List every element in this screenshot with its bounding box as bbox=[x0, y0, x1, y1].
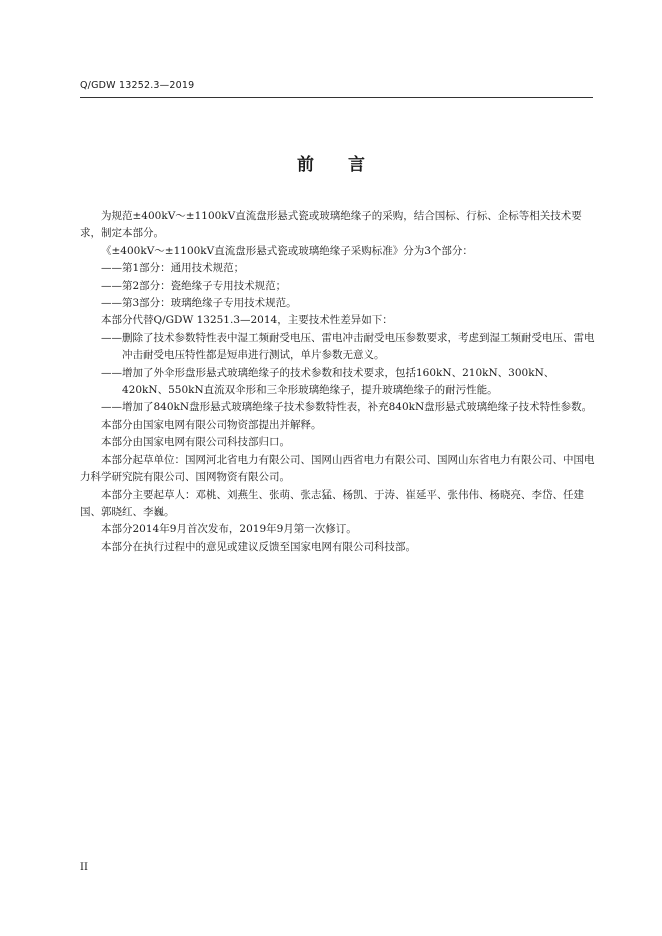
foreword-body bbox=[80, 208, 600, 556]
difference-list-item bbox=[80, 365, 600, 400]
paragraph: 为规范±400kV～±1100kV直流盘形悬式瓷或玻璃绝缘子的采购，结合国标、行标、企标等相关技术要求，制定本部分。 bbox=[80, 210, 582, 240]
list-dash: —— bbox=[101, 366, 122, 379]
list-dash: —— bbox=[101, 401, 122, 414]
paragraph: 本部分2014年9月首次发布，2019年9月第一次修订。 bbox=[101, 523, 357, 536]
paragraph: 本部分起草单位：国网河北省电力有限公司、国网山西省电力有限公司、国网山东省电力有限公司、中国电力科学研究院有限公司、国网物资有限公司。 bbox=[80, 453, 595, 484]
list-item-text: 增加了840kN盘形悬式玻璃绝缘子技术参数特性表，补充840kN盘形悬式玻璃绝缘子技术特性参数。 bbox=[122, 401, 593, 414]
page-title: 前 言 bbox=[297, 155, 379, 175]
list-dash: —— bbox=[101, 331, 122, 344]
difference-list-item bbox=[80, 330, 600, 365]
list-item-text: 删除了技术参数特性表中湿工频耐受电压、雷电冲击耐受电压参数要求，考虑到湿工频耐受电压、雷电冲击耐受电压特性都是短串进行测试，单片参数无意义。 bbox=[122, 331, 595, 362]
paragraph: 《±400kV～±1100kV直流盘形悬式瓷或玻璃绝缘子采购标准》分为3个部分： bbox=[101, 244, 473, 257]
paragraph: 本部分主要起草人：邓桃、刘燕生、张萌、张志猛、杨凯、于涛、崔延平、张伟伟、杨晓亮、李岱、任建国、郭晓红、李巍。 bbox=[80, 488, 584, 518]
list-item-text: 增加了外伞形盘形悬式玻璃绝缘子的技术参数和技术要求，包括160kN、210kN、300kN、420kN、550kN直流双伞形和三伞形玻璃绝缘子，提升玻璃绝缘子的耐污性能。 bbox=[122, 366, 555, 397]
paragraph: ——第1部分：通用技术规范； bbox=[101, 262, 245, 275]
header-divider bbox=[80, 97, 593, 98]
document-code: Q/GDW 13252.3—2019 bbox=[80, 80, 195, 91]
page-number: II bbox=[80, 862, 88, 873]
paragraph: 本部分由国家电网有限公司科技部归口。 bbox=[101, 436, 290, 449]
paragraph: ——第3部分：玻璃绝缘子专用技术规范。 bbox=[101, 297, 297, 310]
paragraph: 本部分在执行过程中的意见或建议反馈至国家电网有限公司科技部。 bbox=[101, 540, 416, 553]
difference-list-item bbox=[80, 399, 600, 416]
paragraph: 本部分代替Q/GDW 13251.3—2014，主要技术性差异如下： bbox=[101, 314, 393, 327]
paragraph: ——第2部分：瓷绝缘子专用技术规范； bbox=[101, 279, 287, 292]
paragraph: 本部分由国家电网有限公司物资部提出并解释。 bbox=[101, 418, 322, 431]
